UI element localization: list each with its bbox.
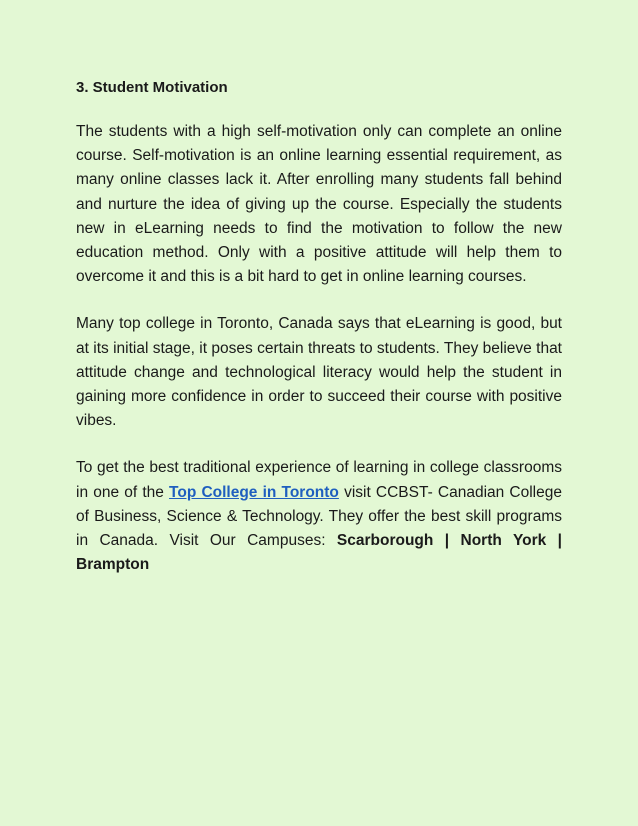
cta-text-after-link: visit CCBST- Canadian College of Business, Science & Technology. They offer the best skill programs in Canada. Visit Our Campuses: xyxy=(76,483,562,550)
paragraph-motivation: The students with a high self-motivation only can complete an online course. Self-motivation is an online learning essential requirement, as many online classes lack it. After enrolling many students fall behind and nurture the idea of giving up the course. Especially the students new in eLearning needs to find the motivation to follow the new education method. Only with a positive attitude will help them to overcome it and this is a bit hard to get in online learning courses. xyxy=(76,123,562,286)
campus-list: Scarborough | North York | Brampton xyxy=(76,532,563,574)
cta-text-before-link: To get the best traditional experience of learning in college classrooms in one of the xyxy=(76,459,562,501)
top-college-link[interactable]: Top College in Toronto xyxy=(169,483,339,501)
section-heading: 3. Student Motivation xyxy=(76,79,228,96)
paragraph-call-to-action xyxy=(76,456,562,577)
paragraph-toronto-colleges: Many top college in Toronto, Canada says that eLearning is good, but at its initial stage, it poses certain threats to students. They believe that attitude change and technological literacy would help the student in gaining more confidence in order to succeed their course with positive vibes. xyxy=(76,315,562,430)
